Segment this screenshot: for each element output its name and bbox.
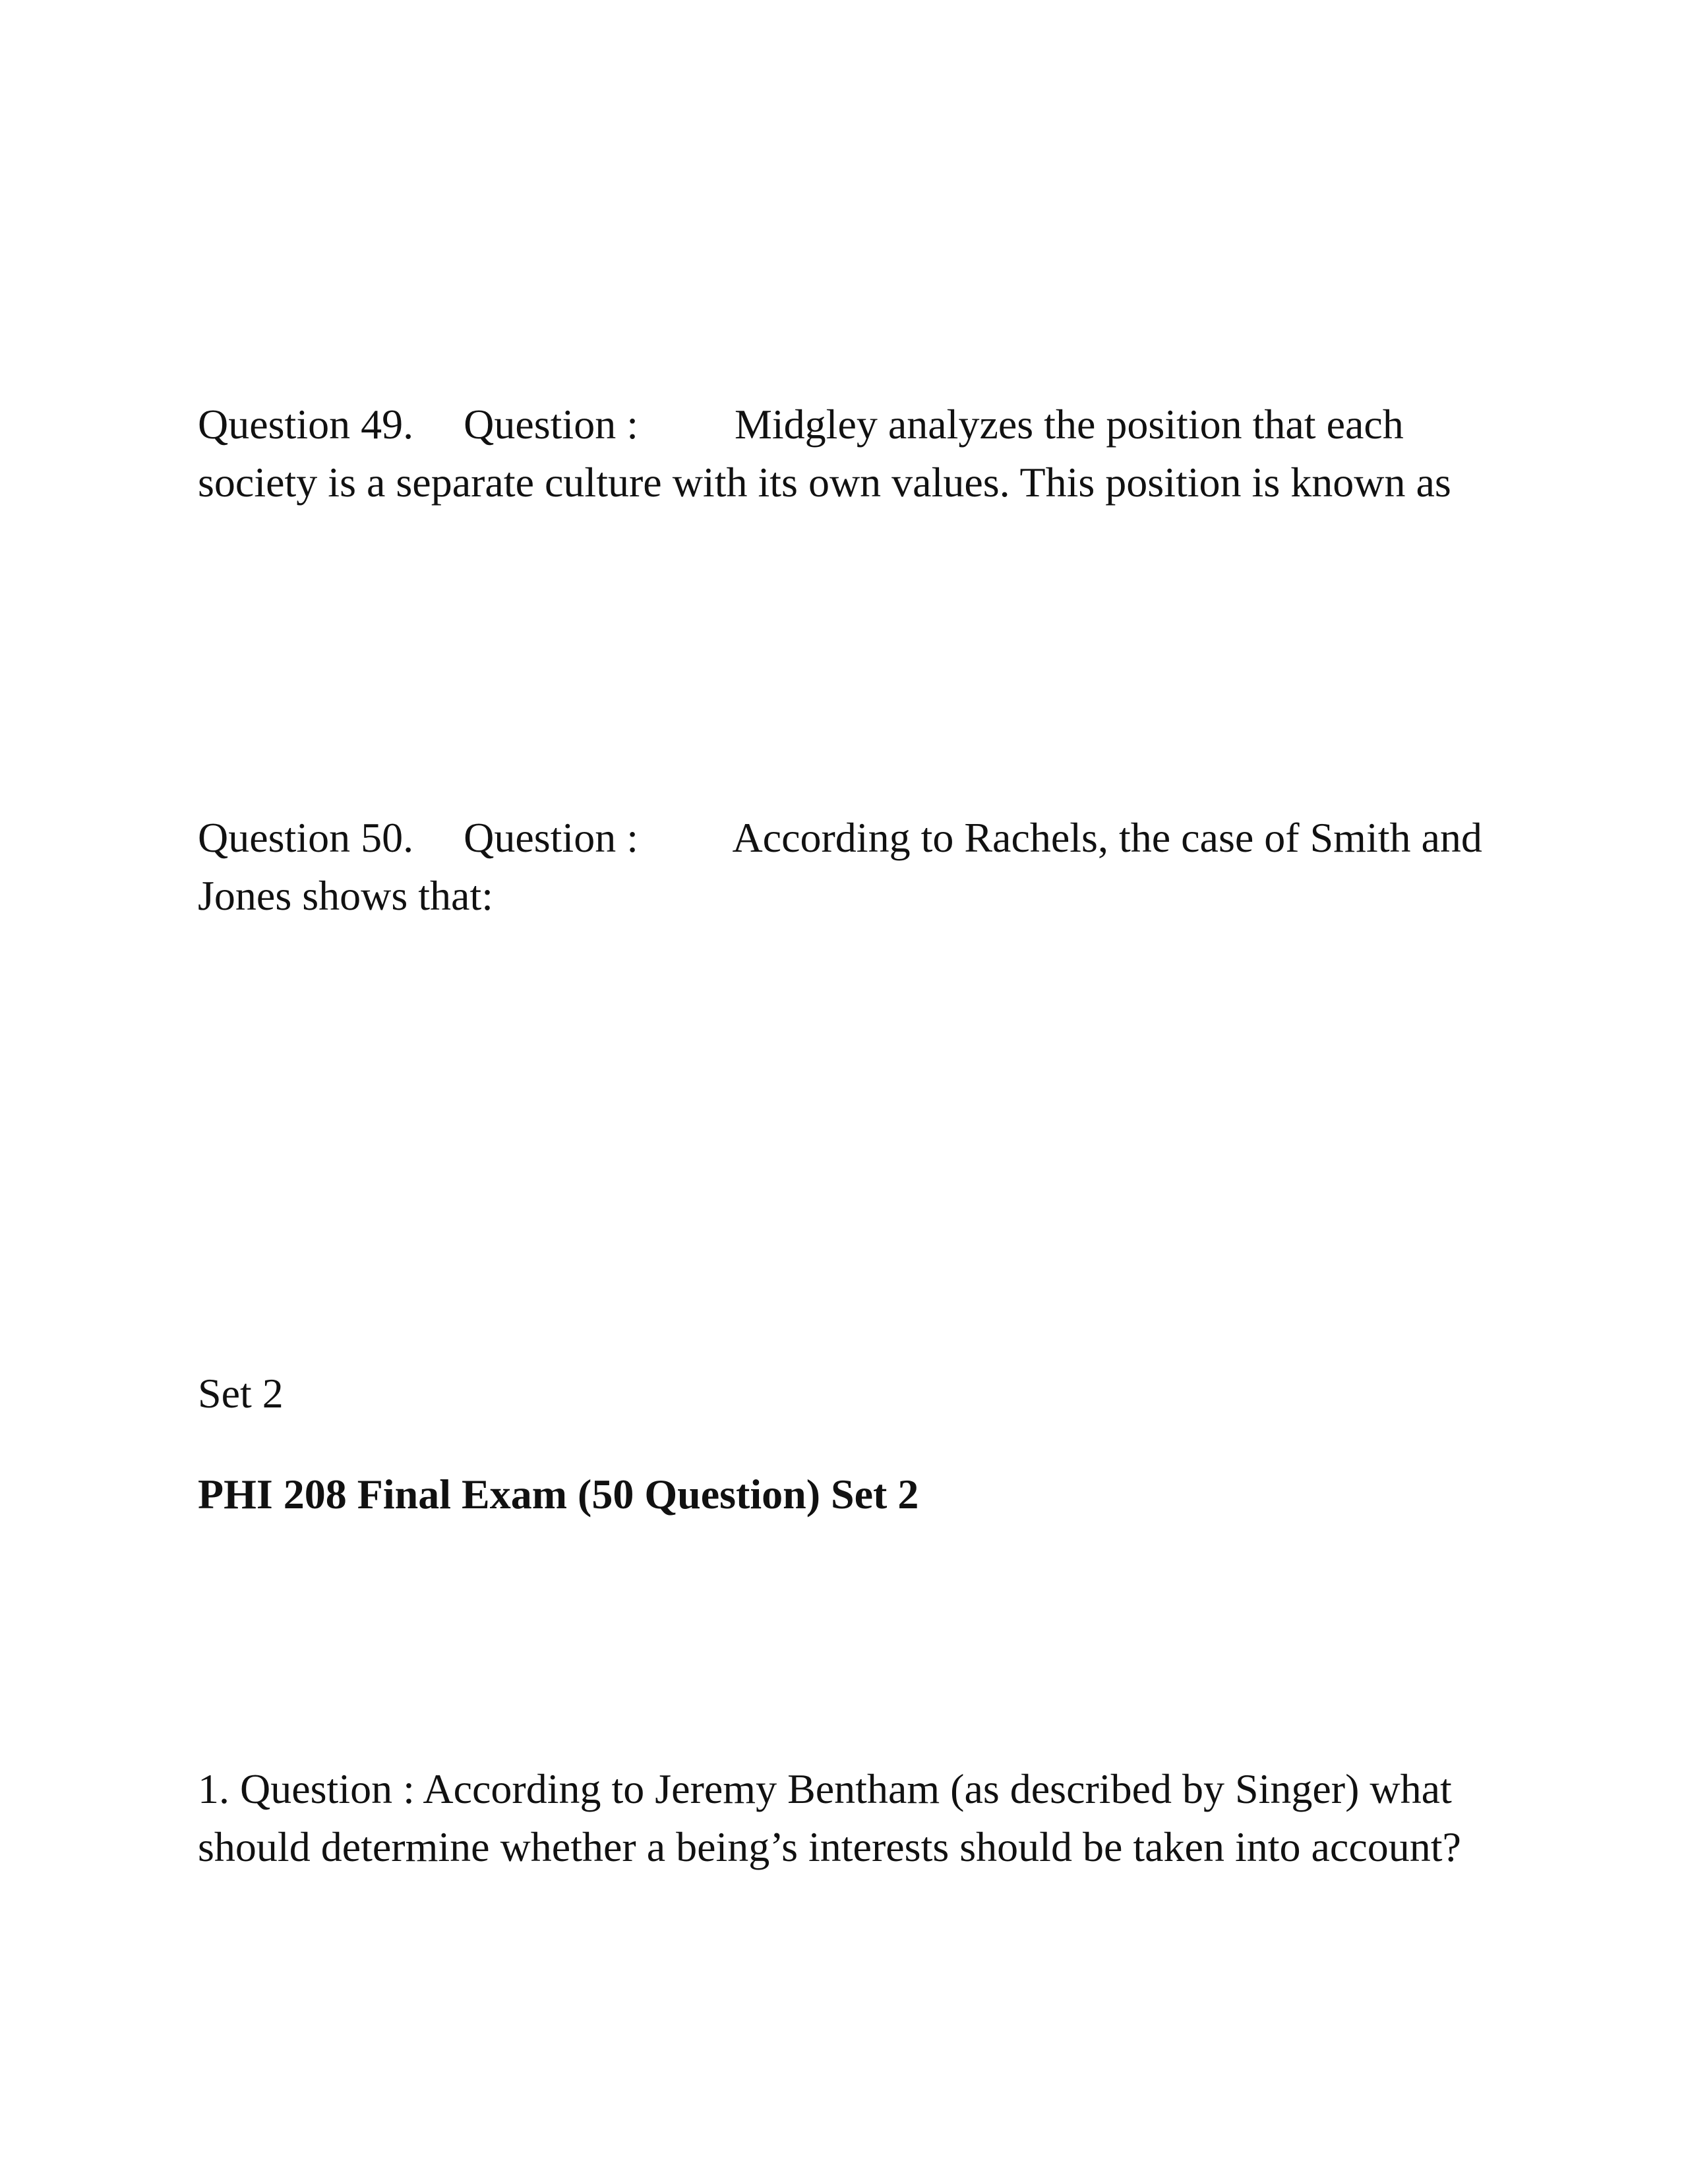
question-label: Question : [464, 814, 638, 861]
set-heading: PHI 208 Final Exam (50 Question) Set 2 [198, 1471, 919, 1518]
question-text: According to Rachels, the case of Smith and Jones shows that: [198, 814, 1482, 919]
question-49 [198, 396, 1490, 512]
question-number: Question 49. [198, 401, 414, 448]
set-label: Set 2 [198, 1370, 284, 1417]
question-label: Question : [464, 401, 638, 448]
question-number: Question 50. [198, 814, 414, 861]
question-text: Midgley analyzes the position that each society is a separate culture with its own values. This position is known as [198, 401, 1451, 506]
question-50 [198, 809, 1490, 925]
question-1: 1. Question : According to Jeremy Bentham (as described by Singer) what should determine whether a being’s interests should be taken into account? [198, 1765, 1461, 1870]
